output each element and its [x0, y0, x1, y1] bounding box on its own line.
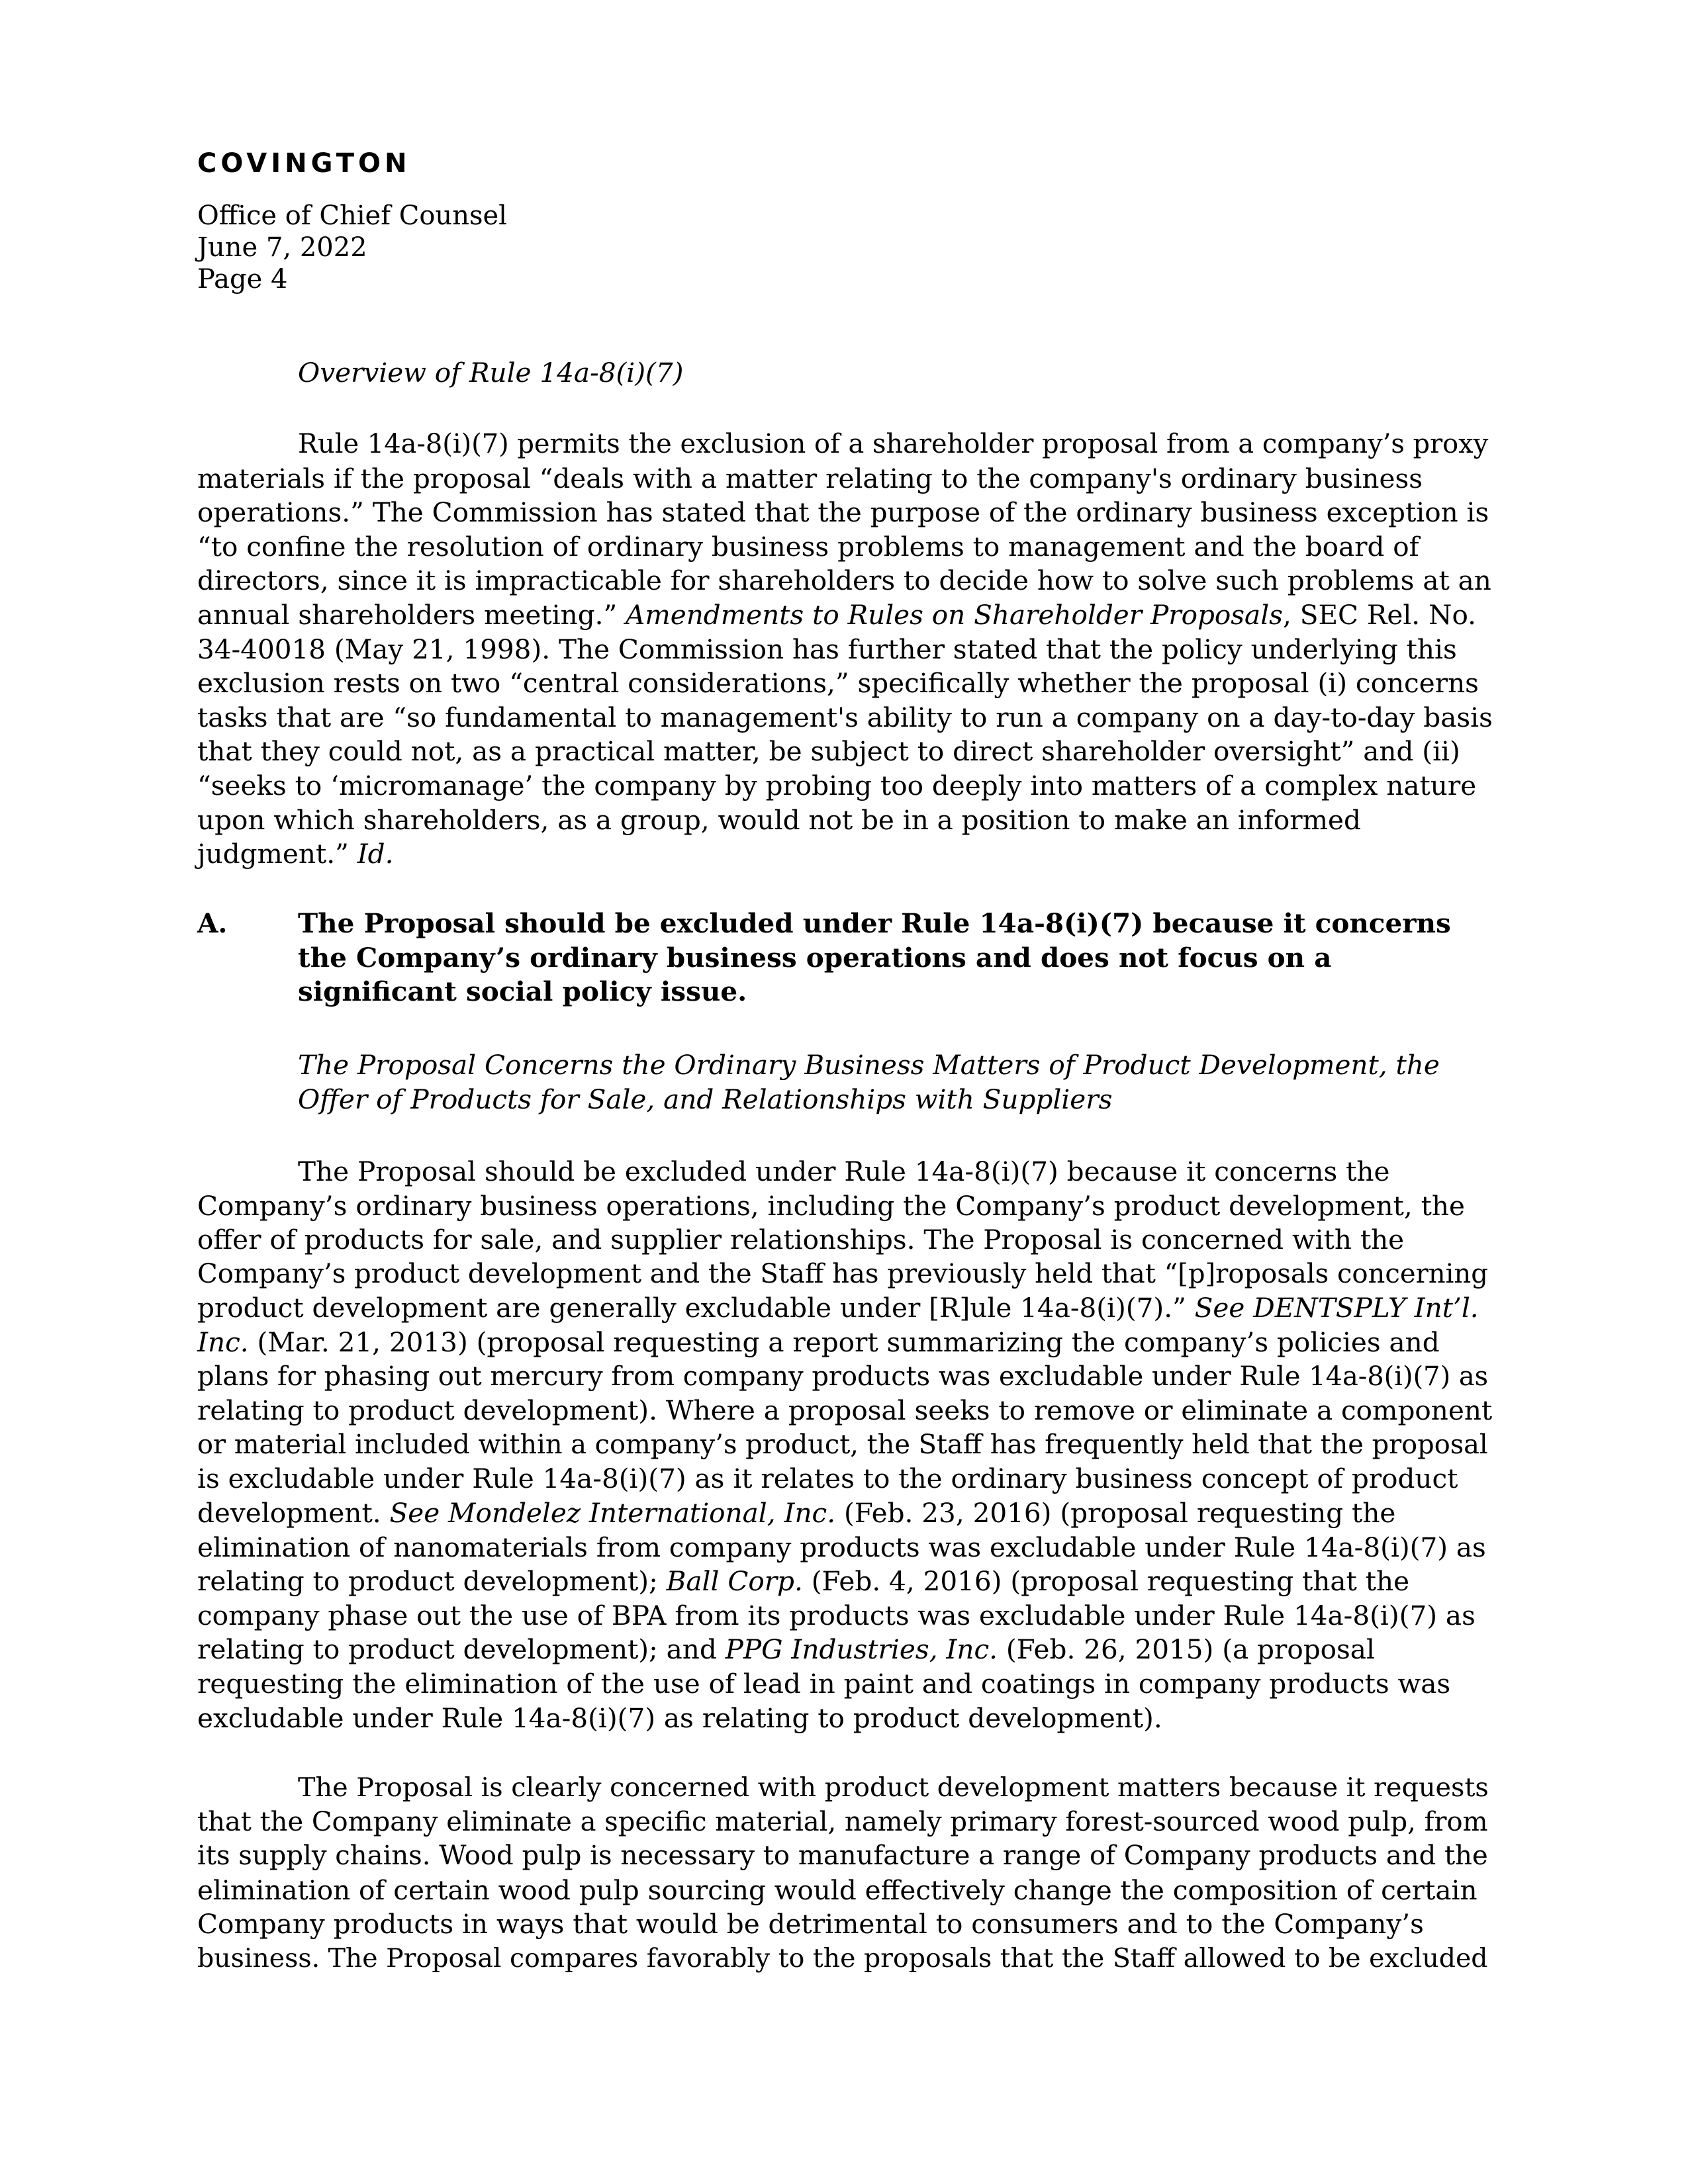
citation: PPG Industries, Inc. — [725, 1633, 998, 1666]
text-line: “seeks to ‘micromanage’ the company by probing too deeply into matters of a complex nature — [197, 769, 1477, 801]
citation: Inc. — [197, 1326, 249, 1358]
text-line: or material included within a company’s product, the Staff has frequently held that the proposal — [197, 1429, 1488, 1460]
text-line: relating to product development); Ball Corp. (Feb. 4, 2016) (proposal requesting that the — [197, 1565, 1410, 1598]
heading-line: The Proposal should be excluded under Rule 14a-8(i)(7) because it concerns — [298, 907, 1451, 939]
text-line: its supply chains. Wood pulp is necessary to manufacture a range of Company products and the — [197, 1841, 1488, 1872]
text-line: annual shareholders meeting.” Amendments to Rules on Shareholder Proposals, SEC Rel. No. — [197, 598, 1477, 631]
text-line: “to confine the resolution of ordinary business problems to management and the board of — [197, 530, 1419, 563]
text-line: company phase out the use of BPA from its products was excludable under Rule 14a-8(i)(7) as — [197, 1599, 1476, 1631]
recipient: Office of Chief Counsel — [197, 201, 507, 231]
text-line: operations.” The Commission has stated that the purpose of the ordinary business exception is — [197, 496, 1489, 529]
text-line: product development are generally excludable under [R]ule 14a-8(i)(7).” See DENTSPLY Int’l. — [197, 1292, 1479, 1324]
paragraph-wood-pulp — [197, 1771, 1495, 1976]
overview-paragraph — [197, 428, 1495, 872]
text-line: development. See Mondelez International, Inc. (Feb. 23, 2016) (proposal requesting the — [197, 1496, 1396, 1529]
text-line: Company’s ordinary business operations, including the Company’s product development, the — [197, 1189, 1465, 1222]
text-line: directors, since it is impracticable for shareholders to decide how to solve such problems at an — [197, 565, 1491, 597]
overview-title: Overview of Rule 14a-8(i)(7) — [298, 357, 684, 388]
text-line: plans for phasing out mercury from company products was excludable under Rule 14a-8(i)(7) as — [197, 1361, 1489, 1392]
text-line: upon which shareholders, as a group, would not be in a position to make an informed — [197, 803, 1361, 836]
subheading-line: The Proposal Concerns the Ordinary Business Matters of Product Development, the — [298, 1049, 1440, 1081]
page-number: Page 4 — [197, 264, 288, 295]
text-line: Company products in ways that would be detrimental to consumers and to the Company’s — [197, 1908, 1424, 1940]
citation: See DENTSPLY Int’l. — [1194, 1292, 1479, 1324]
text-line: offer of products for sale, and supplier relationships. The Proposal is concerned with the — [197, 1224, 1405, 1256]
text-line: that they could not, as a practical matter, be subject to direct shareholder oversight” and (ii) — [197, 735, 1460, 768]
heading-line: the Company’s ordinary business operations and does not focus on a — [298, 941, 1332, 974]
text-line: Rule 14a-8(i)(7) permits the exclusion of a shareholder proposal from a company’s proxy — [298, 429, 1489, 459]
text-line: judgment.” Id. — [197, 838, 394, 870]
text-line: Company’s product development and the Staff has previously held that “[p]roposals concerning — [197, 1258, 1488, 1289]
text-line: materials if the proposal “deals with a matter relating to the company's ordinary business — [197, 462, 1423, 494]
text-line: The Proposal should be excluded under Rule 14a-8(i)(7) because it concerns the — [298, 1156, 1390, 1187]
firm-logo: COVINGTON — [197, 148, 411, 179]
text-line: exclusion rests on two “central considerations,” specifically whether the proposal (i) concerns — [197, 667, 1479, 700]
citation: See Mondelez International, Inc. — [389, 1496, 836, 1529]
text-line: elimination of certain wood pulp sourcing would effectively change the composition of certain — [197, 1874, 1477, 1906]
text-line: is excludable under Rule 14a-8(i)(7) as it relates to the ordinary business concept of product — [197, 1463, 1458, 1495]
text-line: 34-40018 (May 21, 1998). The Commission has further stated that the policy underlying this — [197, 633, 1457, 665]
citation: Id. — [357, 838, 394, 870]
text-line: tasks that are “so fundamental to management's ability to run a company on a day-to-day basis — [197, 701, 1493, 733]
letter-header — [197, 200, 507, 295]
text-line: relating to product development); and PPG Industries, Inc. (Feb. 26, 2015) (a proposal — [197, 1633, 1375, 1666]
text-line: requesting the elimination of the use of lead in paint and coatings in company products was — [197, 1667, 1451, 1700]
paragraph-product-development — [197, 1155, 1495, 1735]
text-line: excludable under Rule 14a-8(i)(7) as relating to product development). — [197, 1702, 1162, 1734]
heading-line: significant social policy issue. — [298, 976, 747, 1008]
citation: Ball Corp. — [666, 1565, 803, 1598]
text-line: that the Company eliminate a specific material, namely primary forest-sourced wood pulp, from — [197, 1806, 1488, 1837]
section-a-subheading — [197, 1048, 1495, 1116]
letter-date: June 7, 2022 — [197, 232, 367, 263]
subheading-line: Offer of Products for Sale, and Relationships with Suppliers — [298, 1083, 1113, 1115]
text-line: relating to product development). Where a proposal seeks to remove or eliminate a component — [197, 1394, 1493, 1427]
citation: Amendments to Rules on Shareholder Proposals — [626, 598, 1283, 631]
text-line: Inc. (Mar. 21, 2013) (proposal requesting a report summarizing the company’s policies and — [197, 1326, 1440, 1358]
text-line: business. The Proposal compares favorably to the proposals that the Staff allowed to be excluded — [197, 1942, 1488, 1974]
text-line: The Proposal is clearly concerned with product development matters because it requests — [298, 1772, 1489, 1803]
section-letter: A. — [197, 907, 228, 939]
text-line: elimination of nanomaterials from company products was excludable under Rule 14a-8(i)(7) as — [197, 1531, 1486, 1563]
